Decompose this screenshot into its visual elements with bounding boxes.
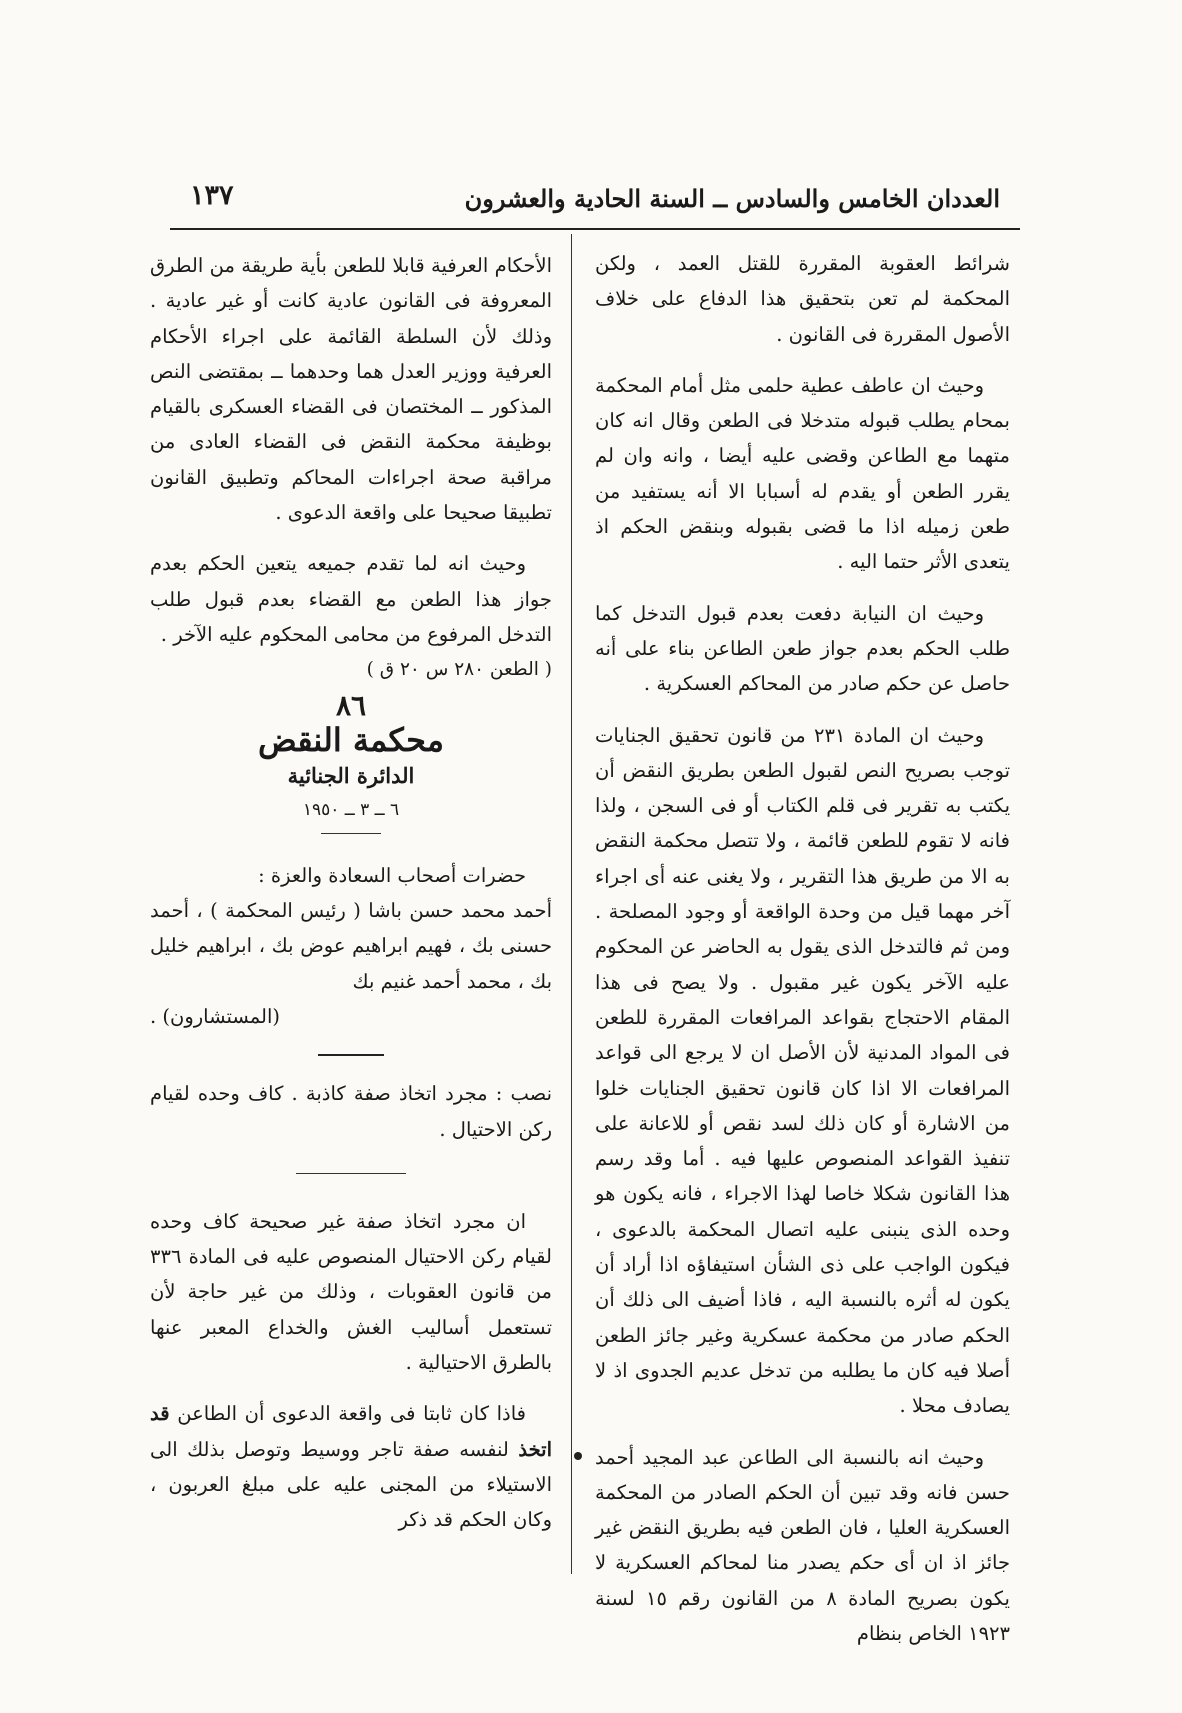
left-column xyxy=(150,248,552,1538)
paragraph xyxy=(150,1396,552,1537)
paragraph-bold-text: قد اتخذ xyxy=(150,1402,552,1461)
column-divider xyxy=(571,234,572,1574)
court-title: محكمة النقض xyxy=(258,720,444,759)
paragraph: شرائط العقوبة المقررة للقتل العمد ، ولكن المحكمة لم تعن بتحقيق هذا الدفاع على خلاف الأصول المقررة فى القانون . xyxy=(595,252,1010,346)
page-header xyxy=(170,180,1020,224)
divider xyxy=(318,1054,384,1056)
judges-list: أحمد محمد حسن باشا ( رئيس المحكمة ) ، أحمد حسنى بك ، فهيم ابراهيم عوض بك ، ابراهيم خليل بك ، محمد أحمد غنيم بك xyxy=(150,899,552,993)
case-citation: ( الطعن ٢٨٠ س ٢٠ ق ) xyxy=(366,659,552,681)
paragraph: الأحكام العرفية قابلا للطعن بأية طريقة من الطرق المعروفة فى القانون عادية كانت أو غير عادية . وذلك لأن السلطة القائمة على اجراء الأحكام العرفية ووزير العدل هما وحدهما ــ بمقتضى النص المذكور ــ المختصان فى القضاء العسكرى بالقيام بوظيفة محكمة النقض فى القضاء العادى من مراقبة صحة اجراءات المحاكم وتطبيق القانون تطبيقا صحيحا على واقعة الدعوى . xyxy=(150,254,552,525)
paragraph-text: فاذا كان ثابتا فى واقعة الدعوى أن الطاعن xyxy=(177,1402,526,1426)
paragraph: وحيث انه بالنسبة الى الطاعن عبد المجيد أحمد حسن فانه وقد تبين أن الحكم الصادر من المحكمة العسكرية العليا ، فان الطعن فيه بطريق النقض غير جائز اذ ان أى حكم يصدر منا لمحاكم العسكرية لا يكون بصريح المادة ٨ من القانون رقم ١٥ لسنة ١٩٢٣ الخاص بنظام xyxy=(595,1445,1010,1645)
right-column xyxy=(595,246,1010,1651)
margin-dot xyxy=(574,1452,582,1460)
paragraph: وحيث ان المادة ٢٣١ من قانون تحقيق الجنايات توجب بصريح النص لقبول الطعن بطريق النقض أن يكتب به تقرير فى قلم الكتاب أو فى السجن ، ولذا فانه لا تقوم للطعن قائمة ، ولا تتصل محكمة النقض به الا من طريق هذا التقرير ، ولا يغنى عنه أى اجراء آخر مهما قيل من وحدة الواقعة أو وجود المصلحة . ومن ثم فالتدخل الذى يقول به الحاضر عن المحكوم عليه الآخر يكون غير مقبول . ولا يصح فى هذا المقام الاحتجاج بقواعد المرافعات المقررة للطعن فى المواد المدنية لأن الأصل ان لا يرجع الى قواعد المرافعات الا اذا كان قانون تحقيق الجنايات خلوا من الاشارة أو كان ذلك لسد نقص أو للاعانة على تنفيذ القواعد المنصوص عليها فيه . أما وقد رسم هذا القانون شكلا خاصا لهذا الاجراء ، فانه يكون هو وحده الذى ينبنى عليه اتصال المحكمة بالدعوى ، فيكون الواجب على ذى الشأن استيفاؤه اذا أراد أن يكون له أثره بالنسبة اليه ، فاذا أضيف الى ذلك أن الحكم صادر من محكمة عسكرية وغير جائز الطعن أصلا فيه كان ما يطلبه من تدخل عديم الجدوى اذ لا يصادف محلا . xyxy=(595,723,1010,1418)
header-rule xyxy=(170,228,1020,230)
divider xyxy=(296,1173,406,1174)
divider xyxy=(321,833,381,834)
circuit-title: الدائرة الجنائية xyxy=(287,763,415,789)
header-title: العددان الخامس والسادس ــ السنة الحادية والعشرون xyxy=(464,184,1000,213)
paragraph: وحيث ان عاطف عطية حلمى مثل أمام المحكمة بمحام يطلب قبوله متدخلا فى الطعن وقال انه كان متهما مع الطاعن وقضى عليه أيضا ، وانه وان لم يقرر الطعن أو يقدم له أسبابا الا أنه يستفيد من طعن زميله اذا ما قضى بقبوله وبنقض الحكم اذ يتعدى الأثر حتما اليه . xyxy=(595,373,1010,574)
judges-role: (المستشارون) . xyxy=(150,1004,281,1028)
paragraph: وحيث ان النيابة دفعت بعدم قبول التدخل كما طلب الحكم بعدم جواز طعن الطاعن بناء على أنه حاصل عن حكم صادر من المحاكم العسكرية . xyxy=(595,601,1010,696)
legal-principle: ان مجرد اتخاذ صفة غير صحيحة كاف وحده لقيام ركن الاحتيال المنصوص عليه فى المادة ٣٣٦ من قانون العقوبات ، وذلك من غير حاجة لأن تستعمل أساليب الغش والخداع المعبر عنها بالطرق الاحتيالية . xyxy=(150,1209,552,1375)
page-number: ١٣٧ xyxy=(190,180,234,211)
case-number: ٨٦ xyxy=(335,688,367,722)
paragraph: وحيث انه لما تقدم جميعه يتعين الحكم بعدم جواز هذا الطعن مع القضاء بعدم قبول طلب التدخل المرفوع من محامى المحكوم عليه الآخر . xyxy=(150,552,552,646)
session-date: ٦ ــ ٣ ــ ١٩٥٠ xyxy=(302,800,400,821)
paragraph-text: لنفسه صفة تاجر ووسيط وتوصل بذلك الى الاستيلاء من المجنى عليه على مبلغ العربون ، وكان الحكم قد ذكر xyxy=(150,1437,552,1532)
presence-line: حضرات أصحاب السعادة والعزة : xyxy=(258,863,526,887)
headnote: نصب : مجرد اتخاذ صفة كاذبة . كاف وحده لقيام ركن الاحتيال . xyxy=(150,1082,552,1141)
